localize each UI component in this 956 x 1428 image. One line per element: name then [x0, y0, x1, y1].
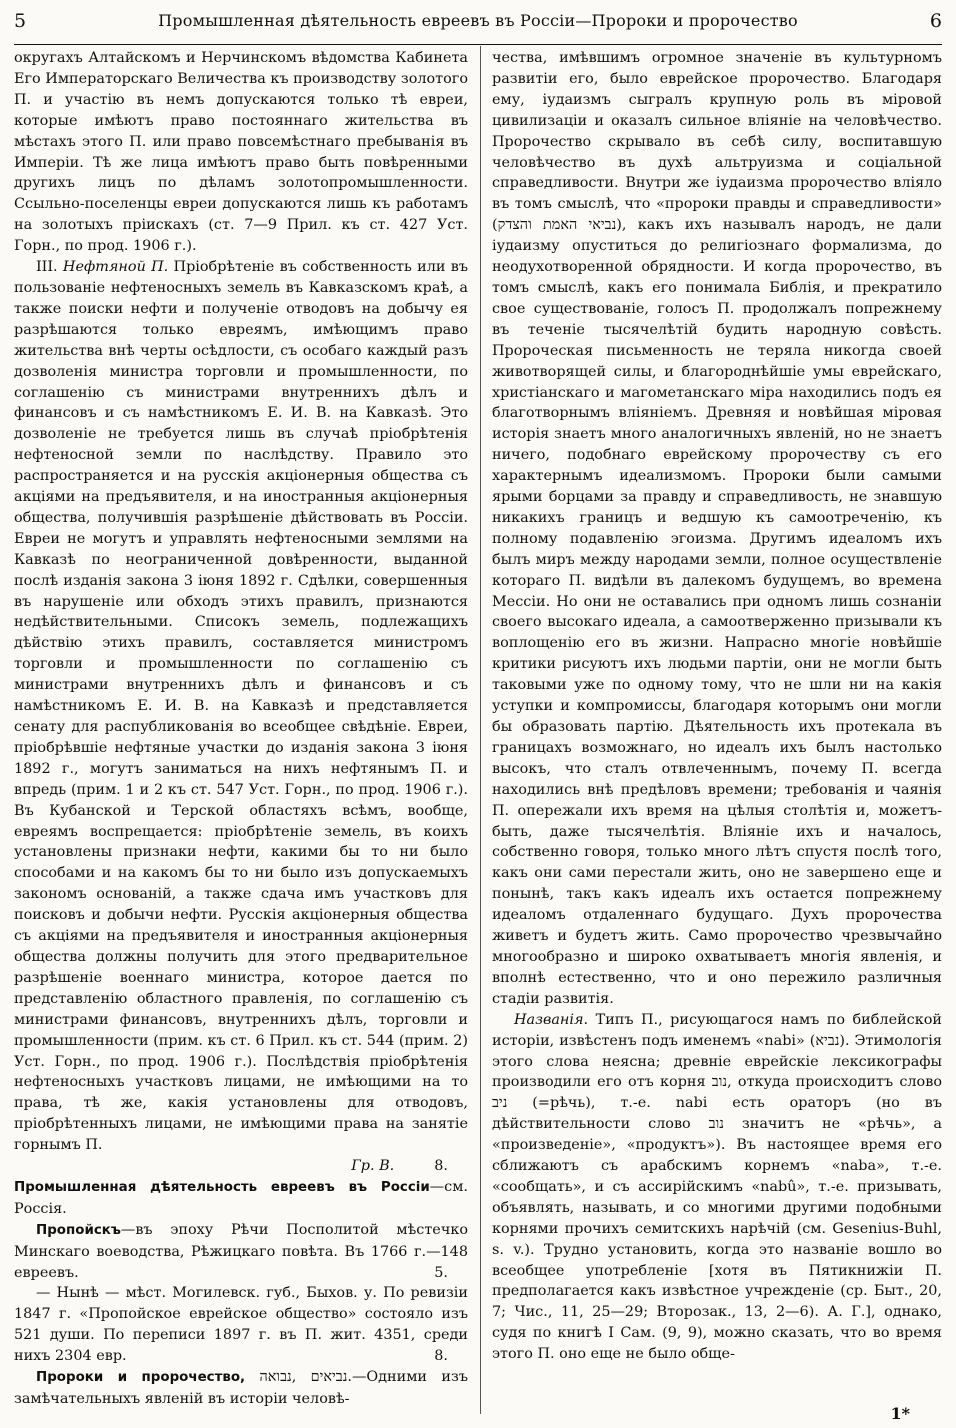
entry-title: Пророки и пророчество, — [36, 1370, 246, 1386]
entry-propoisk — [14, 1220, 468, 1284]
header-rule — [14, 44, 942, 45]
section-body: Типъ П., рисующагося намъ по библейской исторіи, извѣстенъ подъ именемъ «nabi» (נביא). Этимологія этого слова неясна; древніе еврейскіе лексикографы производили его отъ корня נוב, откуда происходитъ слово ניב (=рѣчь), т.-е. nabi есть ораторъ (но въ дѣйствительности слово נוב значитъ не «рѣчь», а «произведеніе», «продуктъ»). Въ настоящее время его сближаютъ съ арабскимъ корнемъ «naba», т.-е. «сообщать», и съ ассирійскимъ «nabû», т.-е. призывать, объявлять, называть, и со многими другими подобными корнями прочихъ семитскихъ нарѣчій (см. Gesenius-Buhl, s. v.). Трудно установить, когда это названіе вошло во всеобщее употребленіе [хотя въ Пятикнижіи П. предполагается какъ извѣстное учрежденіе (ср. Быт., 20, 7; Чис., 11, 25—29; Второзак., 13, 2—6). А. Г.], однако, судя по книгѣ I Сам. (9, 9), можно сказать, что во время этого П. оно еще не было обще- — [492, 1011, 942, 1363]
paragraph-gold-mining: округахъ Алтайскомъ и Нерчинскомъ вѣдомства Кабинета Его Императорскаго Величества къ производству золотого П. и участію въ немъ допускаются только тѣ евреи, которые имѣютъ право постояннаго жительства въ мѣстахъ этого П. или право повсемѣстнаго пребыванія въ Имперіи. Тѣ же лица имѣютъ право быть повѣренными другихъ лицъ по дѣламъ золотопромышленности. Ссыльно-поселенцы евреи допускаются лишь къ работамъ на золотыхъ пріискахъ (ст. 7—9 Прил. къ ст. 427 Уст. Горн., по прод. 1906 г.). — [14, 50, 468, 255]
right-column — [492, 48, 942, 1365]
author-number: 5. — [434, 1264, 448, 1281]
entry-title: Промышленная дѣятельность евреевъ въ Россіи — [14, 1179, 430, 1195]
section-body: Пріобрѣтеніе въ собственность или въ пользованіе нефтеносныхъ земель въ Кавказскомъ краѣ, а также поиски нефти и полученіе отводовъ на добычу ея разрѣшаются только евреямъ, имѣющимъ право жительства внѣ черты осѣдлости, съ особаго каждый разъ дозволенія министра торговли и промышленности, по соглашенію съ министрами внутреннихъ дѣлъ и финансовъ и съ намѣстникомъ Е. И. В. на Кавказѣ. Это дозволеніе не требуется лишь въ случаѣ пріобрѣтенія нефтеносной земли по наслѣдству. Правило это распространяется и на русскія акціонерныя общества съ акціями на предъявителя, и на иностранныя акціонерныя общества, получившія разрѣшеніе дѣйствовать въ Россіи. Евреи не могутъ и управлять нефтеносными землями на Кавказѣ по неограниченной довѣренности, выданной послѣ изданія закона 3 іюня 1892 г. Сдѣлки, совершенныя въ нарушеніе или обходъ этихъ правилъ, признаются недѣйствительными. Списокъ земель, подлежащихъ дѣйствію этихъ правилъ, составляется министромъ торговли и промышленности по соглашенію съ министрами внутреннихъ дѣлъ и финансовъ и съ намѣстникомъ Е. И. В. на Кавказѣ и представляется сенату для распубликованія во всеобщее свѣдѣніе. Евреи, пріобрѣвшіе нефтяные участки до изданія закона 3 іюня 1892 г., могутъ заниматься на нихъ нефтянымъ П. и впредь (прим. 1 и 2 къ ст. 547 Уст. Горн., по прод. 1906 г.). Въ Кубанской и Терской областяхъ всѣмъ, вообще, евреямъ воспрещается: пріобрѣтеніе земель, въ коихъ установлены признаки нефти, какими бы то ни было способами и на какомъ бы то ни было изъ допускаемыхъ закономъ основаній, а также сдача имъ участковъ для поисковъ и добычи нефти. Русскія акціонерныя общества съ акціями на предъявителя и иностранныя акціонерныя общества должны получить для этого предварительное разрѣшеніе военнаго министра, которое дается по представленію областного правленія, по соглашенію съ министрами финансовъ, внутреннихъ дѣлъ, торговли и промышленности (прим. къ ст. 6 Прил. къ ст. 544 (прим. 2) Уст. Горн., по прод. 1906 г.). Послѣдствія пріобрѣтенія нефтеносныхъ участковъ лицами, не имѣющими на то права, тѣ же, какія установлены для отводовъ, пріобрѣтенныхъ лицами, не имѣющими права на занятіе горнымъ П. — [14, 259, 468, 1154]
running-title: Промышленная дѣятельность евреевъ въ Россіи—Пророки и пророчество — [158, 11, 798, 30]
author-number: 8. — [434, 1348, 448, 1365]
entry-title: Пропойскъ — [36, 1222, 121, 1238]
entry-body: .—Одними изъ замѣчательныхъ явленій въ исторіи человѣ- — [14, 1369, 468, 1407]
article-signature — [14, 1156, 468, 1177]
column-divider — [480, 46, 481, 1414]
running-header — [14, 6, 942, 36]
entry-prophets — [14, 1367, 468, 1410]
author-number: 8. — [434, 1158, 448, 1175]
left-column — [14, 48, 468, 1410]
entry-cross-reference — [14, 1177, 468, 1220]
section-number: III. — [36, 259, 63, 276]
entry-body: —см. Россія. — [14, 1178, 468, 1217]
entry-body: —въ эпоху Рѣчи Посполитой мѣстечко Минскаго воеводства, Рѣжицкаго повѣта. Въ 1766 г.—148 евреевъ. — [14, 1221, 468, 1281]
author-initials: Гр. В. — [351, 1158, 395, 1175]
paragraph-names — [492, 1010, 942, 1365]
entry-body: — Нынѣ — мѣст. Могилевск. губ., Быхов. у. По ревизіи 1847 г. «Пропойское еврейское общество» состояло изъ 521 души. По переписи 1897 г. въ П. жит. 4351, среди нихъ 2304 евр. — [14, 1285, 468, 1365]
page-number-left: 5 — [14, 10, 27, 32]
section-heading: Названія. — [514, 1011, 589, 1028]
signature-mark: 1* — [890, 1404, 910, 1423]
paragraph-oil-industry — [14, 257, 468, 1156]
hebrew-term: נביאים ,נבואה — [245, 1369, 348, 1386]
section-heading: Нефтяной П. — [62, 259, 169, 276]
page-number-right: 6 — [929, 10, 942, 32]
entry-propoisk-modern — [14, 1283, 468, 1367]
paragraph-prophecy: чества, имѣвшимъ огромное значеніе въ культурномъ развитіи его, было еврейское пророчество. Благодаря ему, іудаизмъ сыгралъ крупную роль въ міровой цивилизаціи и оказалъ сильное вліяніе на человѣчество. Пророчество скрывало въ себѣ силу, воспитавшую человѣчество въ духѣ альтруизма и соціальной справедливости. Внутри же іудаизма пророчество вліяло въ томъ смыслѣ, что «пророки правды и справедливости» (נביאי האמת והצדק), какъ ихъ называлъ народъ, не дали іудаизму опуститься до религіознаго формализма, до неодухотворенной обрядности. И когда пророчество, въ томъ смыслѣ, какъ его понимала Библія, и прекратило свое существованіе, голосъ П. продолжалъ попрежнему въ теченіе тысячелѣтій будить народную совѣсть. Пророческая письменность не теряла никогда своей животворящей силы, и благороднѣйшіе умы еврейскаго, христіанскаго и магометанскаго міра находились подъ ея благотворнымъ вліяніемъ. Древняя и новѣйшая міровая исторія знаетъ много аналогичныхъ явленій, но не знаетъ ничего, подобнаго еврейскому пророчеству съ его характернымъ идеализмомъ. Пророки были самыми ярыми борцами за правду и справедливость, не знавшую никакихъ границъ и ведшую къ самоотреченію, къ полному подавленію эгоизма. Другимъ идеаломъ ихъ былъ миръ между народами земли, полное осуществленіе котораго П. видѣли въ далекомъ будущемъ, во времена Мессіи. Но они не оставались при одномъ лишь сознаніи своего высокаго идеала, а самоотверженно призывали къ воплощенію его въ жизни. Напрасно многіе новѣйшіе критики рисуютъ ихъ людьми партіи, они не могли быть таковыми уже по одному тому, что не шли ни на какія уступки и компромиссы, благодаря которымъ они могли бы образовать партію. Дѣятельность ихъ протекала въ границахъ возможнаго, но идеалъ ихъ былъ настолько высокъ, что сталъ отвлеченнымъ, почему П. всегда находились внѣ предѣловъ времени; требованія и чаянія П. опережали ихъ время на цѣлыя столѣтія и, можетъ-быть, даже тысячелѣтія. Вліяніе ихъ и началось, собственно говоря, только много лѣтъ спустя послѣ того, какъ они сами перестали жить, оно не завершено еще и понынѣ, такъ какъ идеалъ ихъ остается попрежнему идеаломъ отдаленнаго будущаго. Духъ пророчества живетъ и будетъ жить. Само пророчество чрезвычайно многообразно и широко охватываетъ многія явленія, и вполнѣ естественно, что и оно пережило различныя стадіи развитія. — [492, 50, 943, 1007]
